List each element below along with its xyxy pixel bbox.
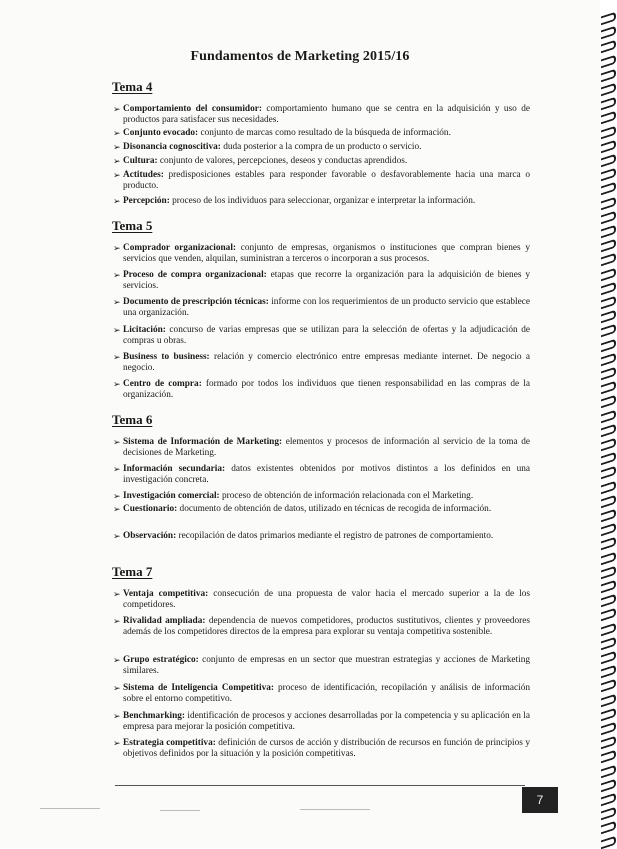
definition-item bbox=[113, 491, 530, 502]
spiral-coil bbox=[601, 267, 616, 281]
spiral-coil bbox=[601, 281, 616, 295]
definition-item bbox=[113, 437, 530, 460]
spiral-coil bbox=[601, 651, 616, 665]
arrow-bullet-icon: ➢ bbox=[113, 491, 121, 501]
spiral-coil bbox=[601, 83, 616, 97]
definition-item bbox=[113, 142, 530, 153]
definition: elementos y procesos de información al servicio de la toma de decisiones de Marketing. bbox=[123, 437, 530, 459]
spiral-coil bbox=[601, 821, 616, 835]
spiral-coil bbox=[601, 438, 616, 452]
definition: recopilación de datos primarios mediante el registro de patrones de comportamiento. bbox=[176, 531, 494, 541]
spiral-coil bbox=[601, 253, 616, 267]
definition-item bbox=[113, 616, 530, 639]
definition: concurso de varias empresas que se utilizan para la selección de ofertas y la adjudicación de compras u obras. bbox=[123, 325, 530, 347]
arrow-bullet-icon: ➢ bbox=[113, 243, 121, 253]
definition-item bbox=[113, 352, 530, 375]
arrow-bullet-icon: ➢ bbox=[113, 156, 121, 166]
spiral-coil bbox=[601, 523, 616, 537]
term: Cultura: bbox=[123, 156, 158, 166]
spiral-coil bbox=[601, 665, 616, 679]
term: Disonancia cognoscitiva: bbox=[123, 142, 221, 152]
definition-item bbox=[113, 504, 530, 515]
spiral-coil bbox=[601, 452, 616, 466]
arrow-bullet-icon: ➢ bbox=[113, 325, 121, 335]
spiral-coil bbox=[601, 722, 616, 736]
term: Comprador organizacional: bbox=[123, 243, 236, 253]
definition: formado por todos los individuos que tienen responsabilidad en las compras de la organización. bbox=[123, 379, 530, 401]
spiral-coil bbox=[601, 679, 616, 693]
definition: dependencia de nuevos competidores, productos sustitutivos, clientes y proveedores además de los competidores directos de la empresa para explorar su ventaja competitiva sostenible. bbox=[123, 616, 530, 638]
term: Investigación comercial: bbox=[123, 491, 220, 501]
spiral-coil bbox=[601, 736, 616, 750]
definition: datos existentes obtenidos por motivos distintos a los definidos en una investigación concreta. bbox=[123, 464, 530, 486]
definition-item bbox=[113, 297, 530, 320]
term: Comportamiento del consumidor: bbox=[123, 104, 262, 114]
definition: consecución de una propuesta de valor hacia el mercado superior a la de los competidores. bbox=[123, 589, 530, 611]
spiral-coil bbox=[601, 835, 616, 849]
term: Actitudes: bbox=[123, 170, 164, 180]
spiral-coil bbox=[601, 111, 616, 125]
spiral-coil bbox=[601, 580, 616, 594]
definition-item bbox=[113, 170, 530, 193]
spiral-coil bbox=[601, 68, 616, 82]
definition-item bbox=[113, 683, 530, 706]
definition-item bbox=[113, 156, 530, 167]
arrow-bullet-icon: ➢ bbox=[113, 170, 121, 180]
spiral-coil bbox=[601, 693, 616, 707]
spiral-coil bbox=[601, 125, 616, 139]
definition: predisposiciones estables para responder favorable o desfavorablemente hacia una marca o producto. bbox=[123, 170, 530, 192]
definition-item bbox=[113, 104, 530, 127]
definition: conjunto de empresas, organismos o instituciones que compran bienes y servicios que venden, alquilan, suministran a terceros o incorporan a sus procesos. bbox=[123, 243, 530, 265]
definition: etapas que recorre la organización para la adquisición de bienes y servicios. bbox=[123, 270, 530, 292]
spiral-coil bbox=[601, 707, 616, 721]
arrow-bullet-icon: ➢ bbox=[113, 616, 121, 626]
arrow-bullet-icon: ➢ bbox=[113, 142, 121, 152]
definition-item bbox=[113, 589, 530, 612]
spiral-coil bbox=[601, 97, 616, 111]
page-number: 7 bbox=[522, 787, 558, 813]
spiral-coil bbox=[601, 324, 616, 338]
spiral-coil bbox=[601, 210, 616, 224]
definition-item bbox=[113, 270, 530, 293]
term: Business to business: bbox=[123, 352, 210, 362]
spiral-coil bbox=[601, 310, 616, 324]
spiral-coil bbox=[601, 54, 616, 68]
spiral-coil bbox=[601, 225, 616, 239]
definition: definición de cursos de acción y distribución de recursos en función de principios y objetivos definidos por la situación y la posición competitivas. bbox=[123, 738, 530, 760]
term: Ventaja competitiva: bbox=[123, 589, 209, 599]
spiral-coil bbox=[601, 622, 616, 636]
section-heading: Tema 5 bbox=[112, 218, 153, 233]
spiral-coil bbox=[601, 26, 616, 40]
term: Rivalidad ampliada: bbox=[123, 616, 206, 626]
spiral-coil bbox=[601, 750, 616, 764]
spiral-coil bbox=[601, 12, 616, 26]
definition: relación y comercio electrónico entre empresas mediante internet. De negocio a negocio. bbox=[123, 352, 531, 374]
section-heading: Tema 4 bbox=[112, 79, 153, 94]
term: Sistema de Inteligencia Competitiva: bbox=[123, 683, 274, 693]
scan-smudge bbox=[300, 809, 370, 810]
definition: proceso de los individuos para seleccionar, organizar e interpretar la información. bbox=[169, 196, 476, 206]
arrow-bullet-icon: ➢ bbox=[113, 352, 121, 362]
definition-item bbox=[113, 128, 530, 139]
term: Grupo estratégico: bbox=[123, 655, 199, 665]
spiral-coil bbox=[601, 196, 616, 210]
definition: conjunto de valores, percepciones, deseos y conductas aprendidos. bbox=[157, 156, 408, 166]
term: Proceso de compra organizacional: bbox=[123, 270, 267, 280]
spiral-coil bbox=[601, 338, 616, 352]
term: Cuestionario: bbox=[123, 504, 178, 514]
spiral-coil bbox=[601, 40, 616, 54]
spiral-coil bbox=[601, 494, 616, 508]
definition: documento de obtención de datos, utilizado en técnicas de recogida de información. bbox=[177, 504, 492, 514]
definition: conjunto de empresas en un sector que muestran estrategias y acciones de Marketing similares. bbox=[123, 655, 530, 677]
arrow-bullet-icon: ➢ bbox=[113, 711, 121, 721]
term: Benchmarking: bbox=[123, 711, 185, 721]
spiral-coil bbox=[601, 466, 616, 480]
document-title: Fundamentos de Marketing 2015/16 bbox=[190, 49, 410, 64]
arrow-bullet-icon: ➢ bbox=[113, 464, 121, 474]
spiral-coil bbox=[601, 367, 616, 381]
scan-smudge bbox=[160, 810, 200, 811]
definition: identificación de procesos y acciones desarrolladas por la competencia y su aplicación en la empresa para mejorar la posición competitiva. bbox=[123, 711, 530, 733]
spiral-coil bbox=[601, 168, 616, 182]
arrow-bullet-icon: ➢ bbox=[113, 437, 121, 447]
section-heading: Tema 6 bbox=[112, 412, 153, 427]
footer-divider bbox=[115, 785, 525, 786]
arrow-bullet-icon: ➢ bbox=[113, 683, 121, 693]
spiral-coil bbox=[601, 807, 616, 821]
spiral-coil bbox=[601, 793, 616, 807]
spiral-coil bbox=[601, 409, 616, 423]
arrow-bullet-icon: ➢ bbox=[113, 196, 121, 206]
spiral-coil bbox=[601, 764, 616, 778]
arrow-bullet-icon: ➢ bbox=[113, 104, 121, 114]
spiral-coil bbox=[601, 480, 616, 494]
definition-item bbox=[113, 655, 530, 678]
arrow-bullet-icon: ➢ bbox=[113, 379, 121, 389]
term: Centro de compra: bbox=[123, 379, 202, 389]
arrow-bullet-icon: ➢ bbox=[113, 297, 121, 307]
spiral-coil bbox=[601, 594, 616, 608]
definition-item bbox=[113, 243, 530, 266]
spiral-coil bbox=[601, 423, 616, 437]
term: Observación: bbox=[123, 531, 177, 541]
spiral-coil bbox=[601, 636, 616, 650]
spiral-coil bbox=[601, 239, 616, 253]
spiral-coil bbox=[601, 139, 616, 153]
definition: informe con los requerimientos de un producto servicio que establece una organización. bbox=[123, 297, 530, 319]
spiral-coil bbox=[601, 509, 616, 523]
definition-item bbox=[113, 464, 530, 487]
spiral-binding bbox=[600, 0, 617, 848]
arrow-bullet-icon: ➢ bbox=[113, 655, 121, 665]
definition-item bbox=[113, 196, 530, 207]
spiral-coil bbox=[601, 608, 616, 622]
definition-item bbox=[113, 738, 530, 761]
arrow-bullet-icon: ➢ bbox=[113, 128, 121, 138]
definition: proceso de identificación, recopilación y análisis de información sobre el entorno competitivo. bbox=[123, 683, 531, 705]
scan-smudge bbox=[40, 808, 100, 809]
definition: comportamiento humano que se centra en la adquisición y uso de productos para satisfacer sus necesidades. bbox=[123, 104, 530, 126]
term: Percepción: bbox=[123, 196, 170, 206]
term: Sistema de Información de Marketing: bbox=[123, 437, 283, 447]
section-heading: Tema 7 bbox=[112, 564, 153, 579]
definition: duda posterior a la compra de un producto o servicio. bbox=[220, 142, 422, 152]
arrow-bullet-icon: ➢ bbox=[113, 738, 121, 748]
spiral-coil bbox=[601, 395, 616, 409]
definition-item bbox=[113, 379, 530, 402]
term: Información secundaria: bbox=[123, 464, 226, 474]
definition: proceso de obtención de información relacionada con el Marketing. bbox=[219, 491, 474, 501]
arrow-bullet-icon: ➢ bbox=[113, 504, 121, 514]
definition-item bbox=[113, 325, 530, 348]
spiral-coil bbox=[601, 778, 616, 792]
definition-item bbox=[113, 531, 530, 542]
spiral-coil bbox=[601, 154, 616, 168]
term: Documento de prescripción técnicas: bbox=[123, 297, 269, 307]
spiral-coil bbox=[601, 565, 616, 579]
term: Licitación: bbox=[123, 325, 166, 335]
spiral-coil bbox=[601, 551, 616, 565]
spiral-coil bbox=[601, 352, 616, 366]
arrow-bullet-icon: ➢ bbox=[113, 589, 121, 599]
definition: conjunto de marcas como resultado de la búsqueda de información. bbox=[198, 128, 451, 138]
definition-item bbox=[113, 711, 530, 734]
arrow-bullet-icon: ➢ bbox=[113, 531, 121, 541]
spiral-coil bbox=[601, 296, 616, 310]
term: Conjunto evocado: bbox=[123, 128, 199, 138]
spiral-coil bbox=[601, 537, 616, 551]
term: Estrategia competitiva: bbox=[123, 738, 216, 748]
spiral-coil bbox=[601, 182, 616, 196]
spiral-coil bbox=[601, 381, 616, 395]
arrow-bullet-icon: ➢ bbox=[113, 270, 121, 280]
